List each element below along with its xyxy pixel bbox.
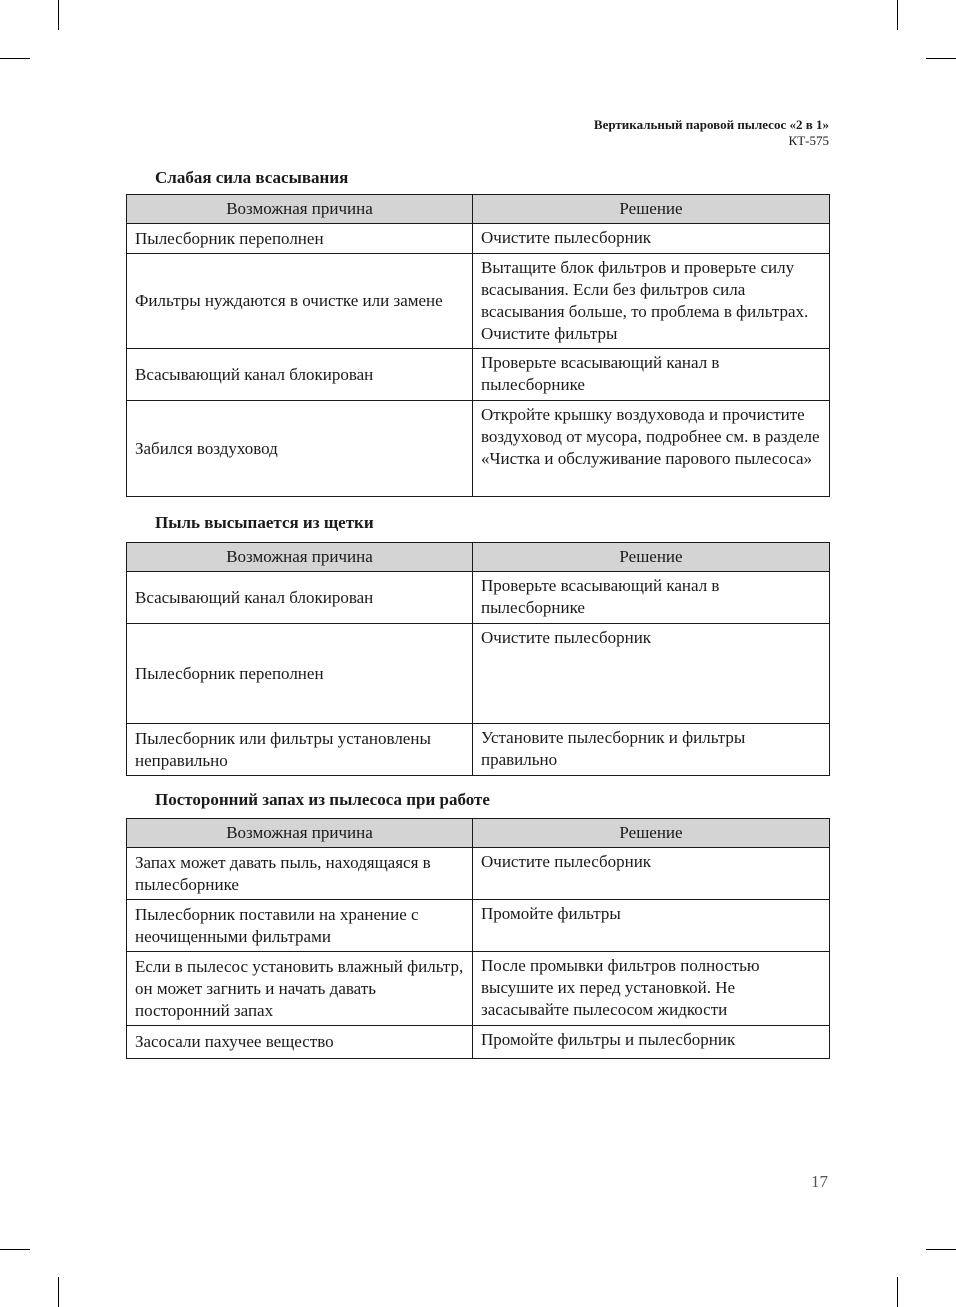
cause-cell: Если в пылесос установить влажный фильтр, он может загнить и начать давать посторонний запах xyxy=(127,952,473,1026)
model-number: КТ-575 xyxy=(788,133,829,148)
cause-cell: Фильтры нуждаются в очистке или замене xyxy=(127,254,473,349)
table-header-row xyxy=(127,543,830,572)
solution-cell: Откройте крышку воздуховода и прочистите воздуховод от мусора, подробнее см. в разделе «Чистка и обслуживание парового пылесоса» xyxy=(473,401,830,497)
cause-cell: Пылесборник переполнен xyxy=(127,224,473,254)
cause-cell: Пылесборник поставили на хранение с неочищенными фильтрами xyxy=(127,900,473,952)
solution-cell: Вытащите блок фильтров и проверьте силу всасывания. Если без фильтров сила всасывания больше, то проблема в фильтрах. Очистите фильтры xyxy=(473,254,830,349)
table-row xyxy=(127,848,830,900)
table-row xyxy=(127,724,830,776)
column-header-solution: Решение xyxy=(473,195,830,224)
troubleshooting-table xyxy=(126,542,830,776)
table-row xyxy=(127,401,830,497)
table-header-row xyxy=(127,195,830,224)
solution-cell: Промойте фильтры и пылесборник xyxy=(473,1026,830,1059)
troubleshooting-table xyxy=(126,818,830,1059)
column-header-cause: Возможная причина xyxy=(127,819,473,848)
solution-cell: Проверьте всасывающий канал в пылесборнике xyxy=(473,349,830,401)
solution-cell: Очистите пылесборник xyxy=(473,624,830,724)
page-number: 17 xyxy=(811,1172,828,1191)
column-header-cause: Возможная причина xyxy=(127,543,473,572)
crop-mark xyxy=(897,1277,898,1307)
cause-cell: Пылесборник или фильтры установлены неправильно xyxy=(127,724,473,776)
cause-cell: Всасывающий канал блокирован xyxy=(127,349,473,401)
crop-mark xyxy=(58,1277,59,1307)
troubleshooting-table xyxy=(126,194,830,497)
cause-cell: Забился воздуховод xyxy=(127,401,473,497)
table-row xyxy=(127,254,830,349)
section-title: Пыль высыпается из щетки xyxy=(155,513,374,532)
section-title: Слабая сила всасывания xyxy=(155,168,349,187)
crop-mark xyxy=(926,1249,956,1250)
crop-mark xyxy=(926,58,956,59)
table-row xyxy=(127,900,830,952)
column-header-solution: Решение xyxy=(473,819,830,848)
solution-cell: Проверьте всасывающий канал в пылесборнике xyxy=(473,572,830,624)
cause-cell: Засосали пахучее вещество xyxy=(127,1026,473,1059)
table-row xyxy=(127,1026,830,1059)
cause-cell: Всасывающий канал блокирован xyxy=(127,572,473,624)
crop-mark xyxy=(0,58,30,59)
solution-cell: Очистите пылесборник xyxy=(473,224,830,254)
running-header xyxy=(594,117,829,149)
table-header-row xyxy=(127,819,830,848)
table-row xyxy=(127,349,830,401)
crop-mark xyxy=(0,1249,30,1250)
solution-cell: После промывки фильтров полностью высушите их перед установкой. Не засасывайте пылесосом жидкости xyxy=(473,952,830,1026)
table-row xyxy=(127,572,830,624)
solution-cell: Промойте фильтры xyxy=(473,900,830,952)
crop-mark xyxy=(58,0,59,30)
cause-cell: Пылесборник переполнен xyxy=(127,624,473,724)
crop-mark xyxy=(897,0,898,30)
column-header-cause: Возможная причина xyxy=(127,195,473,224)
solution-cell: Установите пылесборник и фильтры правильно xyxy=(473,724,830,776)
section-title: Посторонний запах из пылесоса при работе xyxy=(155,790,490,809)
cause-cell: Запах может давать пыль, находящаяся в пылесборнике xyxy=(127,848,473,900)
table-row xyxy=(127,952,830,1026)
table-row xyxy=(127,624,830,724)
solution-cell: Очистите пылесборник xyxy=(473,848,830,900)
product-title: Вертикальный паровой пылесос «2 в 1» xyxy=(593,117,829,132)
table-row xyxy=(127,224,830,254)
column-header-solution: Решение xyxy=(473,543,830,572)
